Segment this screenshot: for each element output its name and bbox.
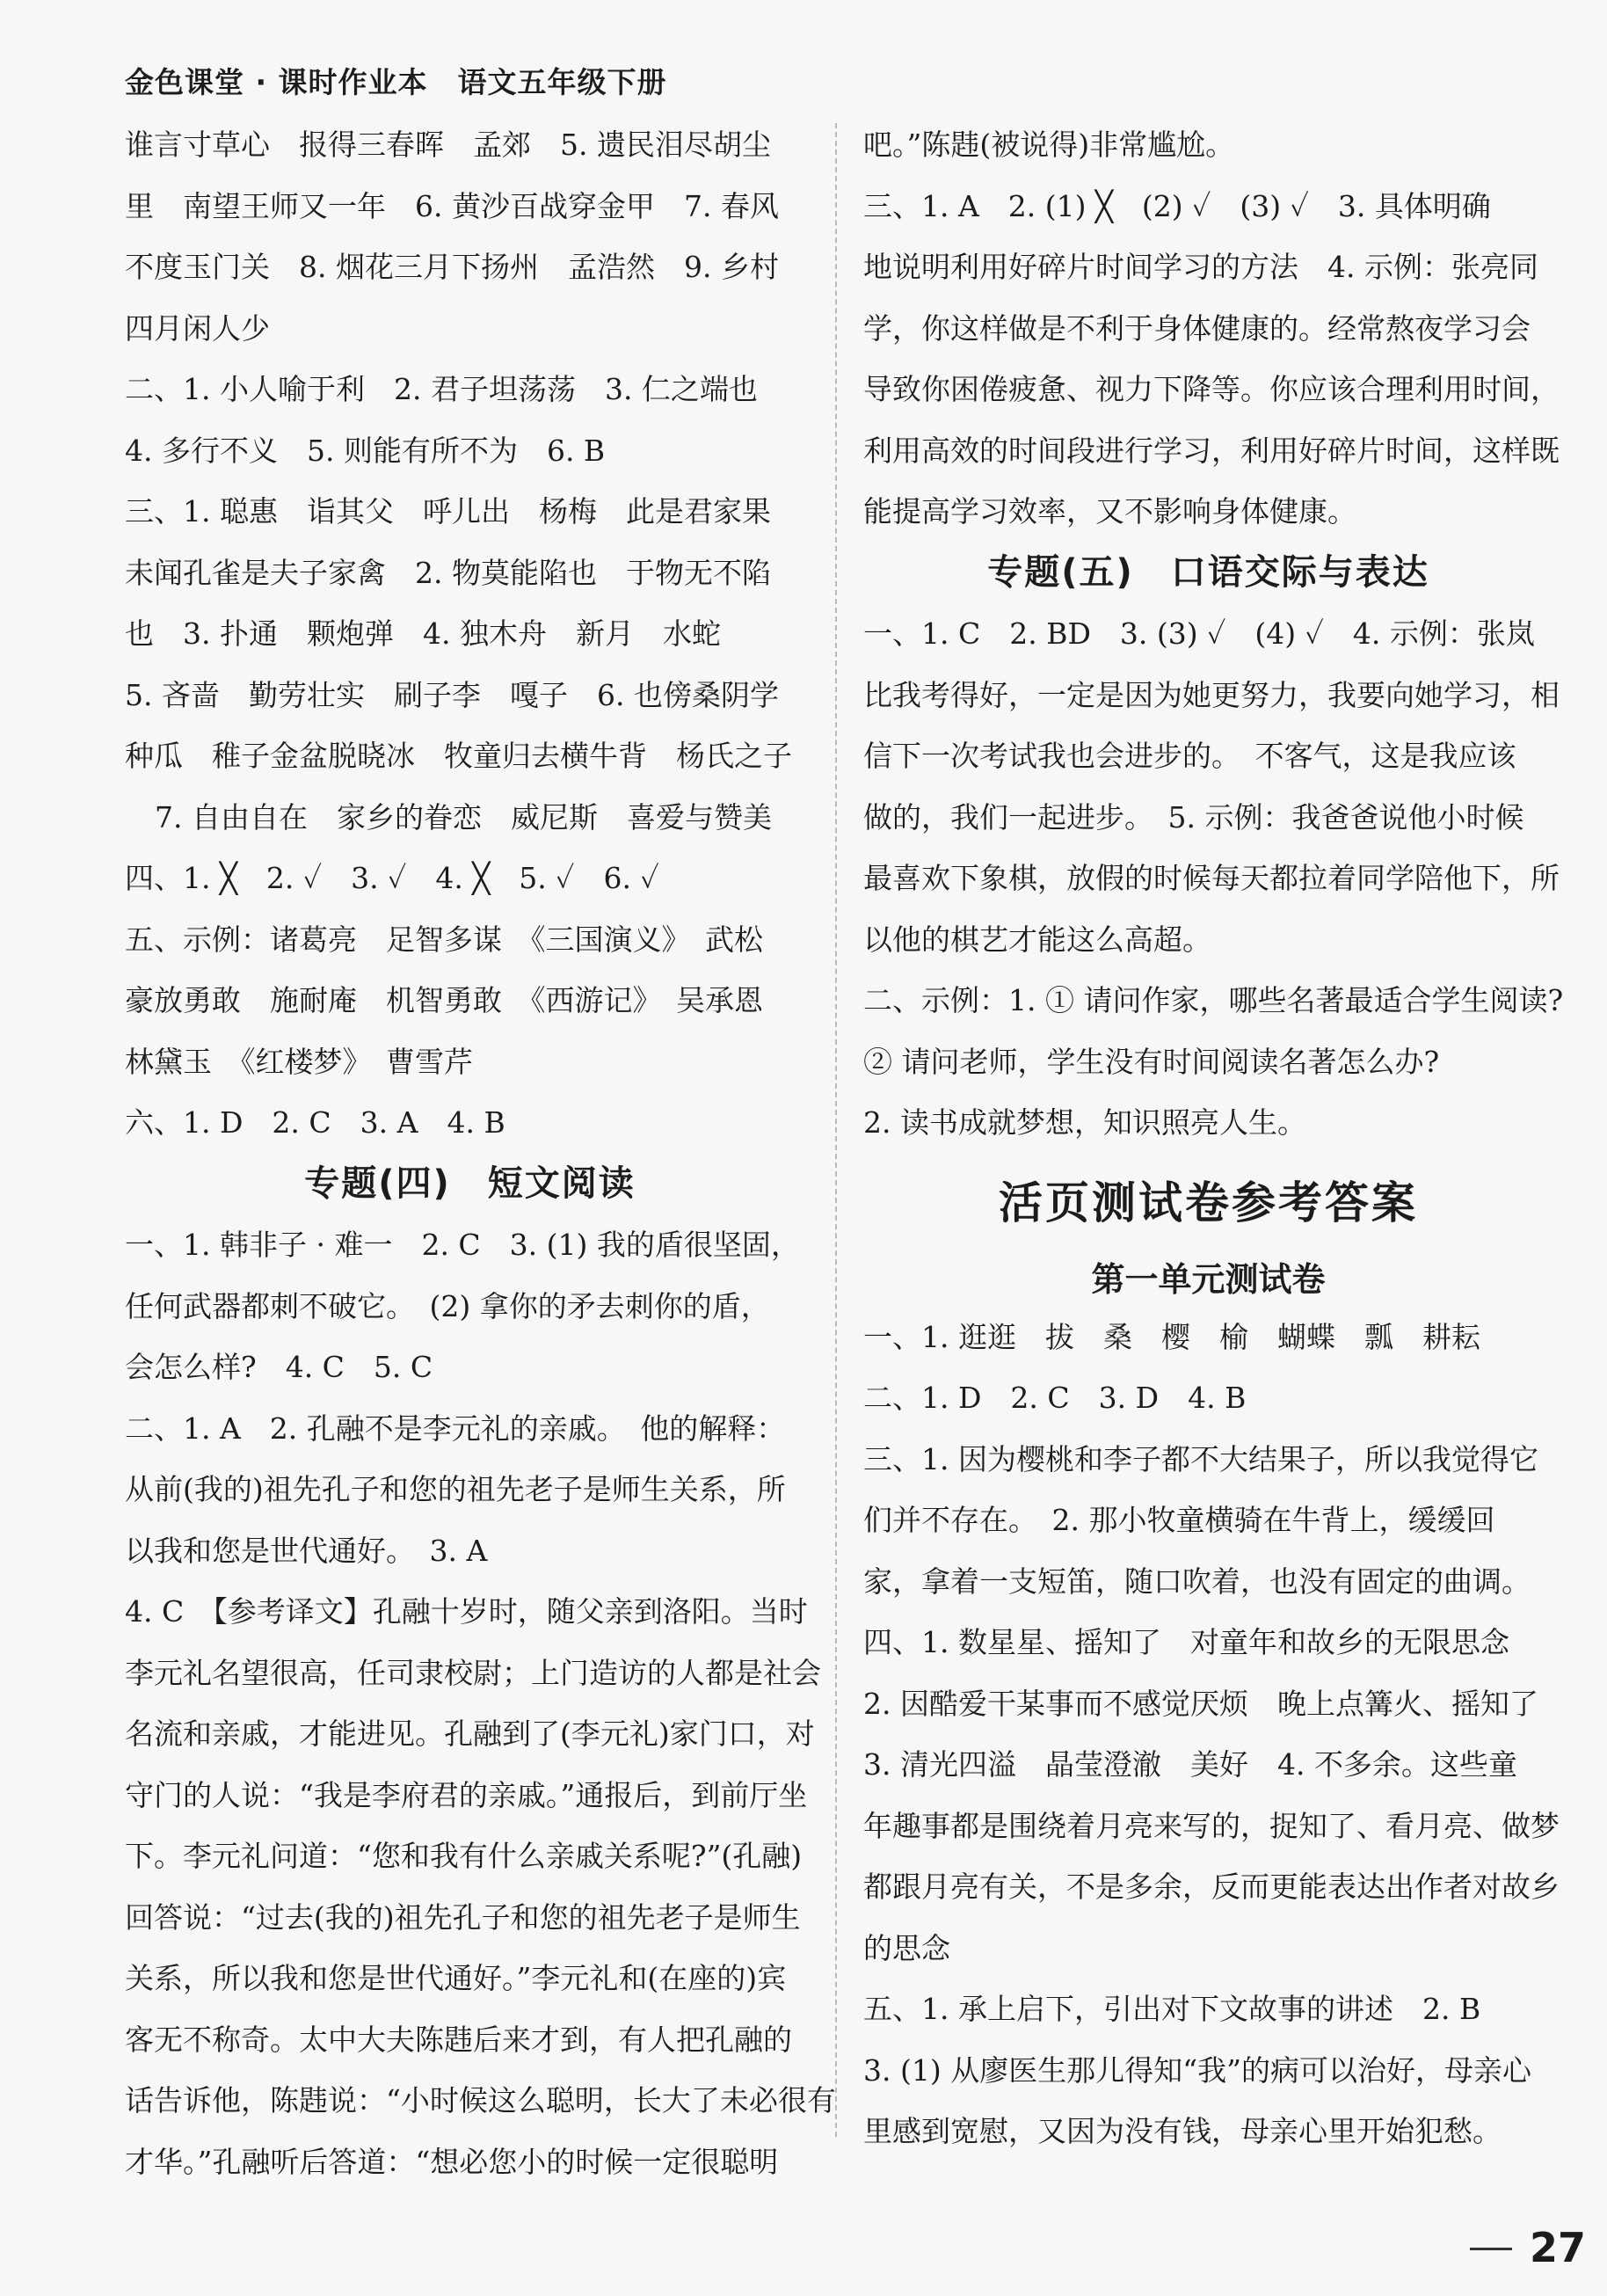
answer-line: 客无不称奇。太中大夫陈韪后来才到，有人把孔融的: [125, 2022, 792, 2057]
answer-line: 关系，所以我和您是世代通好。”李元礼和(在座的)宾: [125, 1961, 787, 1995]
answer-line: 地说明利用好碎片时间学习的方法 4. 示例：张亮同: [863, 250, 1538, 284]
answer-line: 都跟月亮有关，不是多余，反而更能表达出作者对故乡: [863, 1870, 1560, 1904]
answer-line: 一、1. 韩非子 · 难一 2. C 3. (1) 我的盾很坚固，: [125, 1228, 800, 1262]
answer-line: 三、1. 因为樱桃和李子都不大结果子，所以我觉得它: [863, 1441, 1538, 1476]
answer-line: 最喜欢下象棋，放假的时候每天都拉着同学陪他下，所: [863, 861, 1560, 895]
answer-line: 比我考得好，一定是因为她更努力，我要向她学习，相: [863, 677, 1560, 712]
answer-line: 2. 读书成就梦想，知识照亮人生。: [863, 1105, 1306, 1140]
answer-line: 利用高效的时间段进行学习，利用好碎片时间，这样既: [863, 433, 1560, 468]
answer-line: 四、1. ╳ 2. ✓ 3. ✓ 4. ╳ 5. ✓ 6. ✓: [125, 861, 659, 895]
answer-line: 三、1. 聪惠 诣其父 呼儿出 杨梅 此是君家果: [125, 494, 771, 528]
answer-line: 从前(我的)祖先孔子和您的祖先老子是师生关系，所: [125, 1472, 786, 1506]
answer-line: 林黛玉 《红楼梦》 曹雪芹: [125, 1044, 473, 1079]
answer-line: 回答说：“过去(我的)祖先孔子和您的祖先老子是师生: [125, 1899, 801, 1935]
answer-line: 豪放勇敢 施耐庵 机智勇敢 《西游记》 吴承恩: [125, 983, 763, 1017]
answer-line: 里感到宽慰，又因为没有钱，母亲心里开始犯愁。: [863, 2114, 1502, 2148]
answer-line: 不度玉门关 8. 烟花三月下扬州 孟浩然 9. 乡村: [125, 250, 779, 284]
answer-line: 7. 自由自在 家乡的眷恋 威尼斯 喜爱与赞美: [155, 799, 772, 835]
answer-line: 学，你这样做是不利于身体健康的。经常熬夜学习会: [863, 310, 1531, 346]
answer-line: 六、1. D 2. C 3. A 4. B: [125, 1105, 505, 1140]
answer-line: 四月闲人少: [125, 310, 270, 346]
answer-line: 导致你困倦疲惫、视力下降等。你应该合理利用时间，: [863, 372, 1560, 406]
answer-line: 二、1. 小人喻于利 2. 君子坦荡荡 3. 仁之端也: [125, 372, 758, 406]
page-number: 27: [1529, 2224, 1586, 2271]
answer-line: 也 3. 扑通 颗炮弹 4. 独木舟 新月 水蛇: [125, 616, 721, 651]
right-column: [863, 114, 1564, 2162]
answer-line: 2. 因酷爱干某事而不感觉厌烦 晚上点篝火、摇知了: [863, 1686, 1538, 1721]
answer-line: 五、示例：诸葛亮 足智多谋 《三国演义》 武松: [125, 922, 763, 957]
answer-line: 做的，我们一起进步。 5. 示例：我爸爸说他小时候: [863, 799, 1524, 835]
answer-line: 李元礼名望很高，任司隶校尉；上门造访的人都是社会: [125, 1655, 821, 1690]
answer-line: 五、1. 承上启下，引出对下文故事的讲述 2. B: [863, 1992, 1481, 2026]
answer-line: 四、1. 数星星、摇知了 对童年和故乡的无限思念: [863, 1625, 1509, 1659]
answer-line: 家，拿着一支短笛，随口吹着，也没有固定的曲调。: [863, 1563, 1531, 1599]
answer-line: 二、1. A 2. 孔融不是李元礼的亲戚。 他的解释：: [125, 1410, 786, 1446]
answer-line: 种瓜 稚子金盆脱晓冰 牧童归去横牛背 杨氏之子: [125, 739, 792, 773]
answer-line: 话告诉他，陈韪说：“小时候这么聪明，长大了未必很有: [125, 2083, 836, 2117]
answer-line: 任何武器都刺不破它。 (2) 拿你的矛去刺你的盾，: [125, 1288, 770, 1323]
unit-test-heading: 第一单元测试卷: [1091, 1259, 1326, 1299]
answer-line: 未闻孔雀是夫子家禽 2. 物莫能陷也 于物无不陷: [125, 555, 771, 590]
answer-line: 才华。”孔融听后答道：“想必您小的时候一定很聪明: [125, 2144, 779, 2179]
answer-line: 谁言寸草心 报得三春晖 孟郊 5. 遗民泪尽胡尘: [125, 128, 771, 162]
answer-line: 年趣事都是围绕着月亮来写的，捉知了、看月亮、做梦: [863, 1808, 1560, 1843]
left-column: [125, 114, 836, 2192]
answer-line: 们并不存在。 2. 那小牧童横骑在牛背上，缓缓回: [863, 1503, 1495, 1537]
answer-line: 一、1. C 2. BD 3. (3) ✓ (4) ✓ 4. 示例：张岚: [863, 616, 1535, 651]
test-answers-title: 活页测试卷参考答案: [999, 1177, 1418, 1228]
answer-line: 4. C 【参考译文】孔融十岁时，随父亲到洛阳。当时: [125, 1594, 808, 1629]
answer-line: 5. 吝啬 勤劳壮实 刷子李 嘎子 6. 也傍桑阴学: [125, 677, 779, 712]
section-heading: 专题(五) 口语交际与表达: [987, 551, 1429, 593]
answer-line: 3. (1) 从廖医生那儿得知“我”的病可以治好，母亲心: [863, 2052, 1531, 2088]
answer-line: ② 请问老师，学生没有时间阅读名著怎么办?: [863, 1044, 1440, 1079]
answer-line: 名流和亲戚，才能进见。孔融到了(李元礼)家门口，对: [125, 1717, 815, 1751]
column-divider: [835, 123, 837, 2137]
page-number-dash: [1470, 2248, 1512, 2250]
answer-line: 里 南望王师又一年 6. 黄沙百战穿金甲 7. 春风: [125, 188, 779, 223]
answer-line: 下。李元礼问道：“您和我有什么亲戚关系呢?”(孔融): [125, 1839, 803, 1873]
answer-line: 二、1. D 2. C 3. D 4. B: [863, 1381, 1247, 1415]
answer-line: 会怎么样? 4. C 5. C: [125, 1350, 433, 1384]
answer-line: 守门的人说：“我是李府君的亲戚。”通报后，到前厅坐: [125, 1777, 808, 1812]
answer-line: 以我和您是世代通好。 3. A: [125, 1533, 488, 1568]
answer-line: 的思念: [863, 1930, 950, 1965]
answer-line: 3. 清光四溢 晶莹澄澈 美好 4. 不多余。这些童: [863, 1747, 1517, 1782]
answer-line: 二、示例：1. ① 请问作家，哪些名著最适合学生阅读?: [863, 983, 1564, 1017]
page-header: 金色课堂 · 课时作业本 语文五年级下册: [125, 65, 667, 99]
answer-line: 信下一次考试我也会进步的。 不客气，这是我应该: [863, 739, 1516, 773]
answer-line: 能提高学习效率，又不影响身体健康。: [863, 494, 1356, 528]
answer-line: 4. 多行不义 5. 则能有所不为 6. B: [125, 433, 606, 468]
answer-line: 三、1. A 2. (1) ╳ (2) ✓ (3) ✓ 3. 具体明确: [863, 188, 1491, 223]
section-heading: 专题(四) 短文阅读: [304, 1163, 636, 1204]
answer-line: 吧。”陈韪(被说得)非常尴尬。: [863, 128, 1235, 162]
answer-line: 一、1. 逛逛 拔 桑 樱 榆 蝴蝶 瓢 耕耘: [863, 1319, 1480, 1354]
answer-line: 以他的棋艺才能这么高超。: [863, 922, 1211, 957]
